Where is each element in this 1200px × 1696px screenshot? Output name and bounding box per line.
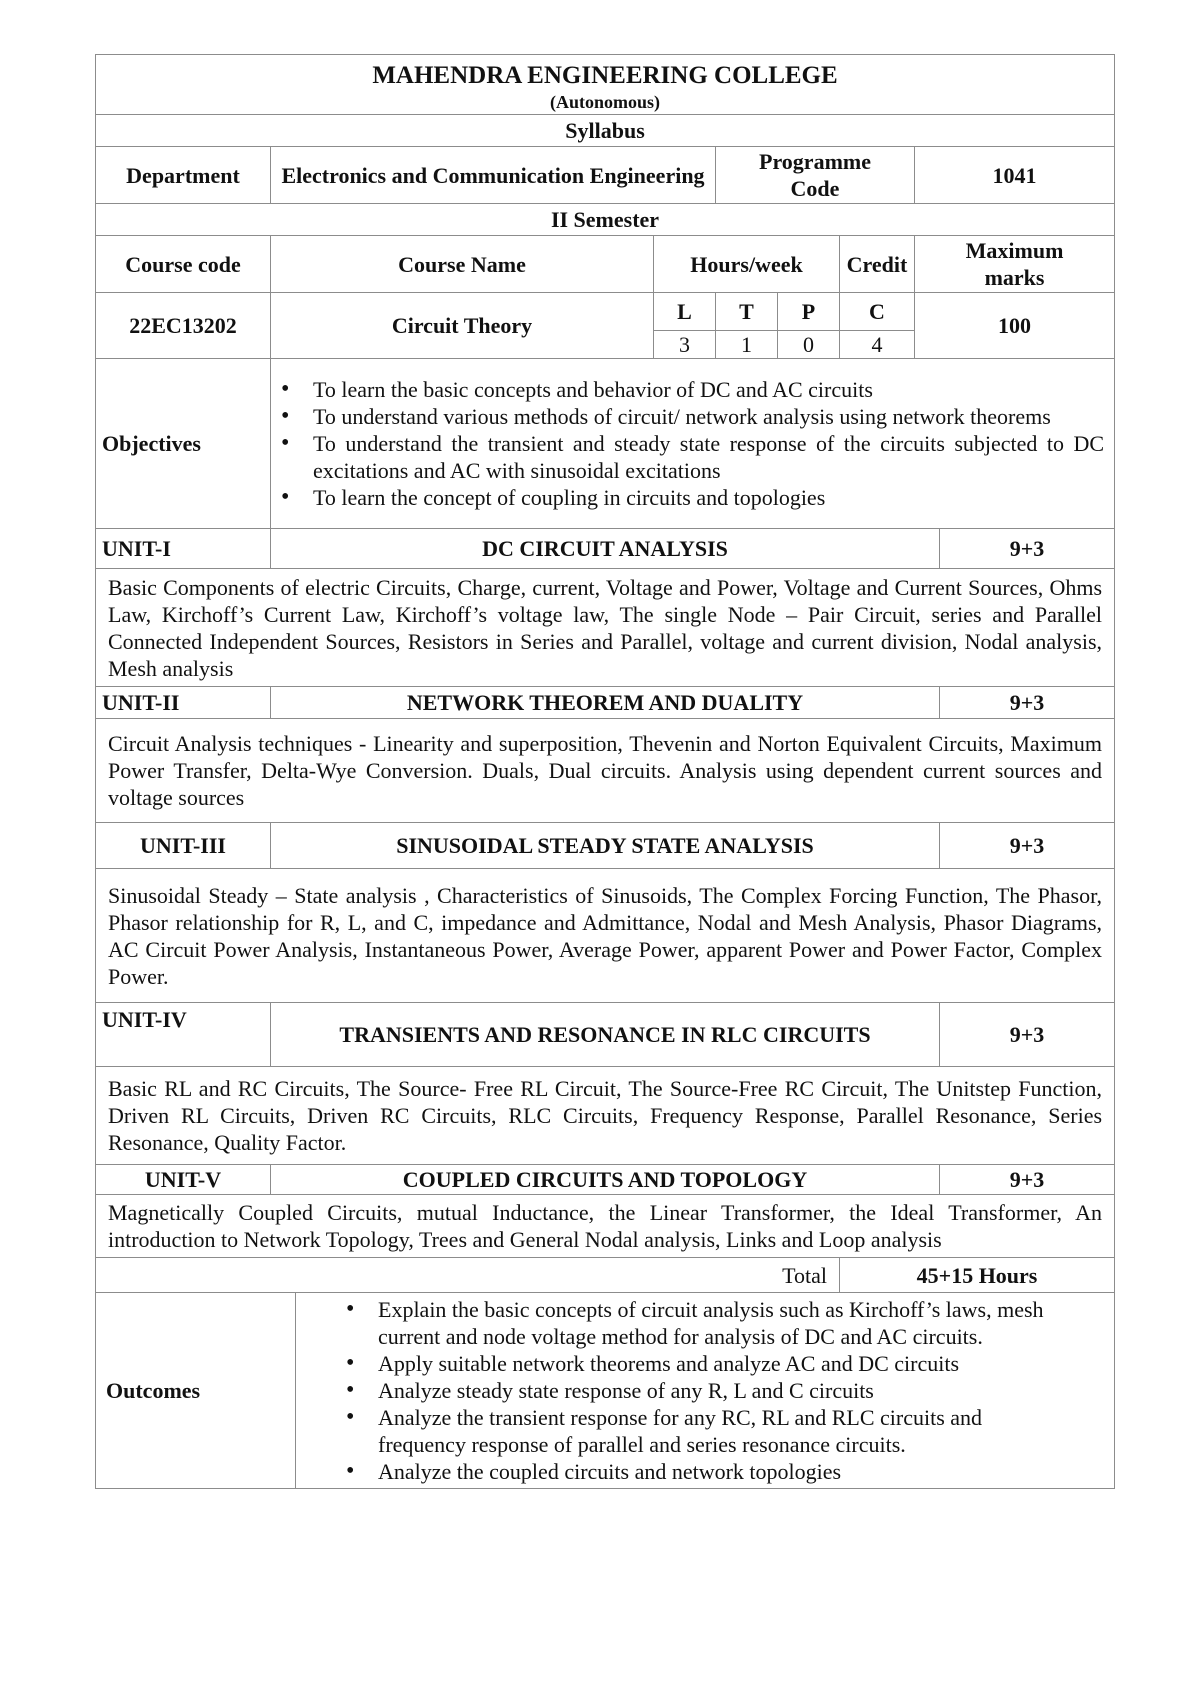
unit-row: [96, 1165, 1115, 1195]
outcome-item: • Analyze steady state response of any R, L and C circuits: [378, 1377, 1074, 1404]
unit-label: UNIT-IV: [96, 1003, 271, 1067]
objective-item: • To learn the concept of coupling in circuits and topologies: [313, 484, 1104, 511]
unit-content: Basic Components of electric Circuits, Charge, current, Voltage and Power, Voltage and Current Sources, Ohms Law, Kirchoff’s Current Law, Kirchoff’s voltage law, The single Node – Pair Circuit, series and Parallel Connected Independent Sources, Resistors in Series and Parallel, voltage and current division, Nodal analysis, Mesh analysis: [96, 569, 1115, 687]
unit-content: Circuit Analysis techniques - Linearity and superposition, Thevenin and Norton Equivalent Circuits, Maximum Power Transfer, Delta-Wye Conversion. Duals, Dual circuits. Analysis using dependent current sources and voltage sources: [96, 719, 1115, 823]
syllabus-table: [95, 54, 1115, 1489]
maximum-marks-header-line1: Maximum: [965, 238, 1064, 263]
semester-row: [96, 204, 1115, 236]
outcome-item: • Analyze the coupled circuits and network topologies: [378, 1458, 1074, 1485]
syllabus-title: Syllabus: [96, 115, 1115, 147]
programme-code-label: [716, 147, 915, 204]
p-header: P: [778, 293, 840, 331]
unit-row: [96, 823, 1115, 869]
department-row: [96, 147, 1115, 204]
unit-title: NETWORK THEOREM AND DUALITY: [271, 687, 940, 719]
total-value: 45+15 Hours: [840, 1258, 1115, 1293]
course-header-row: [96, 236, 1115, 293]
credit-header: Credit: [840, 236, 915, 293]
unit-title: DC CIRCUIT ANALYSIS: [271, 529, 940, 569]
unit-label: UNIT-II: [96, 687, 271, 719]
objectives-content: [271, 359, 1115, 529]
department-label: Department: [96, 147, 271, 204]
l-header: L: [654, 293, 716, 331]
unit-content: Sinusoidal Steady – State analysis , Characteristics of Sinusoids, The Complex Forcing Function, The Phasor, Phasor relationship for R, L, and C, impedance and Admittance, Nodal and Mesh Analysis, Phasor Diagrams, AC Circuit Power Analysis, Instantaneous Power, Average Power, apparent Power and Power Factor, Complex Power.: [96, 869, 1115, 1003]
unit-hours: 9+3: [940, 687, 1115, 719]
course-name-value: Circuit Theory: [271, 293, 654, 359]
outcomes-row: [96, 1293, 1115, 1489]
maximum-marks-header-line2: marks: [984, 265, 1045, 290]
unit-hours: 9+3: [940, 1003, 1115, 1067]
unit-row: [96, 1003, 1115, 1067]
objective-item: • To learn the basic concepts and behavior of DC and AC circuits: [313, 376, 1104, 403]
maximum-marks-header: [915, 236, 1115, 293]
objective-item: • To understand the transient and steady state response of the circuits subjected to DC excitations and AC with sinusoidal excitations: [313, 430, 1104, 484]
unit-row: [96, 687, 1115, 719]
semester-title: II Semester: [96, 204, 1115, 236]
unit-content: Basic RL and RC Circuits, The Source- Free RL Circuit, The Source-Free RC Circuit, The Unitstep Function, Driven RL Circuits, Driven RC Circuits, RLC Circuits, Frequency Response, Parallel Resonance, Series Resonance, Quality Factor.: [96, 1067, 1115, 1165]
objectives-row: [96, 359, 1115, 529]
college-name: MAHENDRA ENGINEERING COLLEGE: [372, 61, 838, 89]
unit-label: UNIT-I: [96, 529, 271, 569]
syllabus-row: [96, 115, 1115, 147]
total-row: [96, 1258, 1115, 1293]
unit-content-row: [96, 869, 1115, 1003]
t-value: 1: [716, 331, 778, 359]
unit-content-row: [96, 569, 1115, 687]
unit-content-row: [96, 1067, 1115, 1165]
unit-hours: 9+3: [940, 1165, 1115, 1195]
l-value: 3: [654, 331, 716, 359]
max-marks-value: 100: [915, 293, 1115, 359]
unit-hours: 9+3: [940, 529, 1115, 569]
college-header: [96, 55, 1115, 115]
t-header: T: [716, 293, 778, 331]
unit-title: SINUSOIDAL STEADY STATE ANALYSIS: [271, 823, 940, 869]
course-row: [96, 293, 1115, 331]
outcomes-label: Outcomes: [96, 1293, 296, 1489]
unit-content-row: [96, 719, 1115, 823]
total-label: Total: [96, 1258, 840, 1293]
c-header: C: [840, 293, 915, 331]
unit-content: Magnetically Coupled Circuits, mutual Inductance, the Linear Transformer, the Ideal Transformer, An introduction to Network Topology, Trees and General Nodal analysis, Links and Loop analysis: [96, 1195, 1115, 1258]
outcome-item: • Explain the basic concepts of circuit analysis such as Kirchoff’s laws, mesh current and node voltage method for analysis of DC and AC circuits.: [378, 1296, 1074, 1350]
outcome-item: • Apply suitable network theorems and analyze AC and DC circuits: [378, 1350, 1074, 1377]
course-code-value: 22EC13202: [96, 293, 271, 359]
syllabus-page: [95, 54, 1114, 1489]
department-value: Electronics and Communication Engineering: [271, 147, 716, 204]
unit-title: COUPLED CIRCUITS AND TOPOLOGY: [271, 1165, 940, 1195]
objectives-label: Objectives: [96, 359, 271, 529]
unit-label: UNIT-III: [96, 823, 271, 869]
unit-row: [96, 529, 1115, 569]
course-code-header: Course code: [96, 236, 271, 293]
outcomes-list: [306, 1296, 1074, 1485]
unit-label: UNIT-V: [96, 1165, 271, 1195]
programme-code-label-line2: Code: [790, 176, 840, 201]
programme-code-value: 1041: [915, 147, 1115, 204]
outcome-item: • Analyze the transient response for any RC, RL and RLC circuits and frequency response of parallel and series resonance circuits.: [378, 1404, 1074, 1458]
objectives-list: [271, 376, 1104, 511]
outcomes-content: [296, 1293, 1115, 1489]
course-name-header: Course Name: [271, 236, 654, 293]
hours-week-header: Hours/week: [654, 236, 840, 293]
unit-content-row: [96, 1195, 1115, 1258]
programme-code-label-line1: Programme: [759, 149, 871, 174]
c-value: 4: [840, 331, 915, 359]
unit-hours: 9+3: [940, 823, 1115, 869]
college-header-row: [96, 55, 1115, 115]
objective-item: • To understand various methods of circuit/ network analysis using network theorems: [313, 403, 1104, 430]
p-value: 0: [778, 331, 840, 359]
autonomous-label: (Autonomous): [550, 91, 661, 112]
unit-title: TRANSIENTS AND RESONANCE IN RLC CIRCUITS: [271, 1003, 940, 1067]
